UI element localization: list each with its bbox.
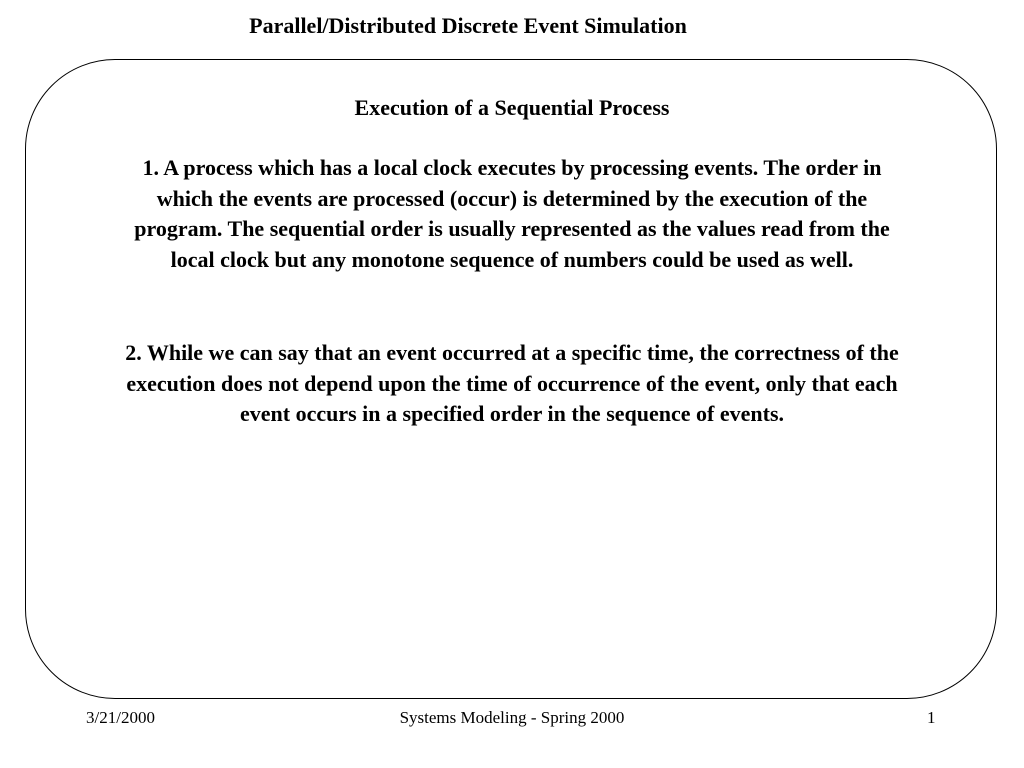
- paragraph-1: 1. A process which has a local clock executes by processing events. The order in which the events are processed (occur) is determined by the execution of the program. The sequential order is usually represented as the values read from the local clock but any monotone sequence of numbers could be used as well.: [134, 155, 890, 272]
- paragraph-2: 2. While we can say that an event occurred at a specific time, the correctness of the execution does not depend upon the time of occurrence of the event, only that each event occurs in a specified order in the sequence of events.: [125, 340, 899, 426]
- footer-page-number: 1: [927, 708, 936, 727]
- footer-course-title: Systems Modeling - Spring 2000: [399, 708, 625, 727]
- footer-date: 3/21/2000: [86, 708, 155, 727]
- slide-header-title: Parallel/Distributed Discrete Event Simulation: [249, 13, 687, 38]
- slide-title: Execution of a Sequential Process: [354, 95, 670, 120]
